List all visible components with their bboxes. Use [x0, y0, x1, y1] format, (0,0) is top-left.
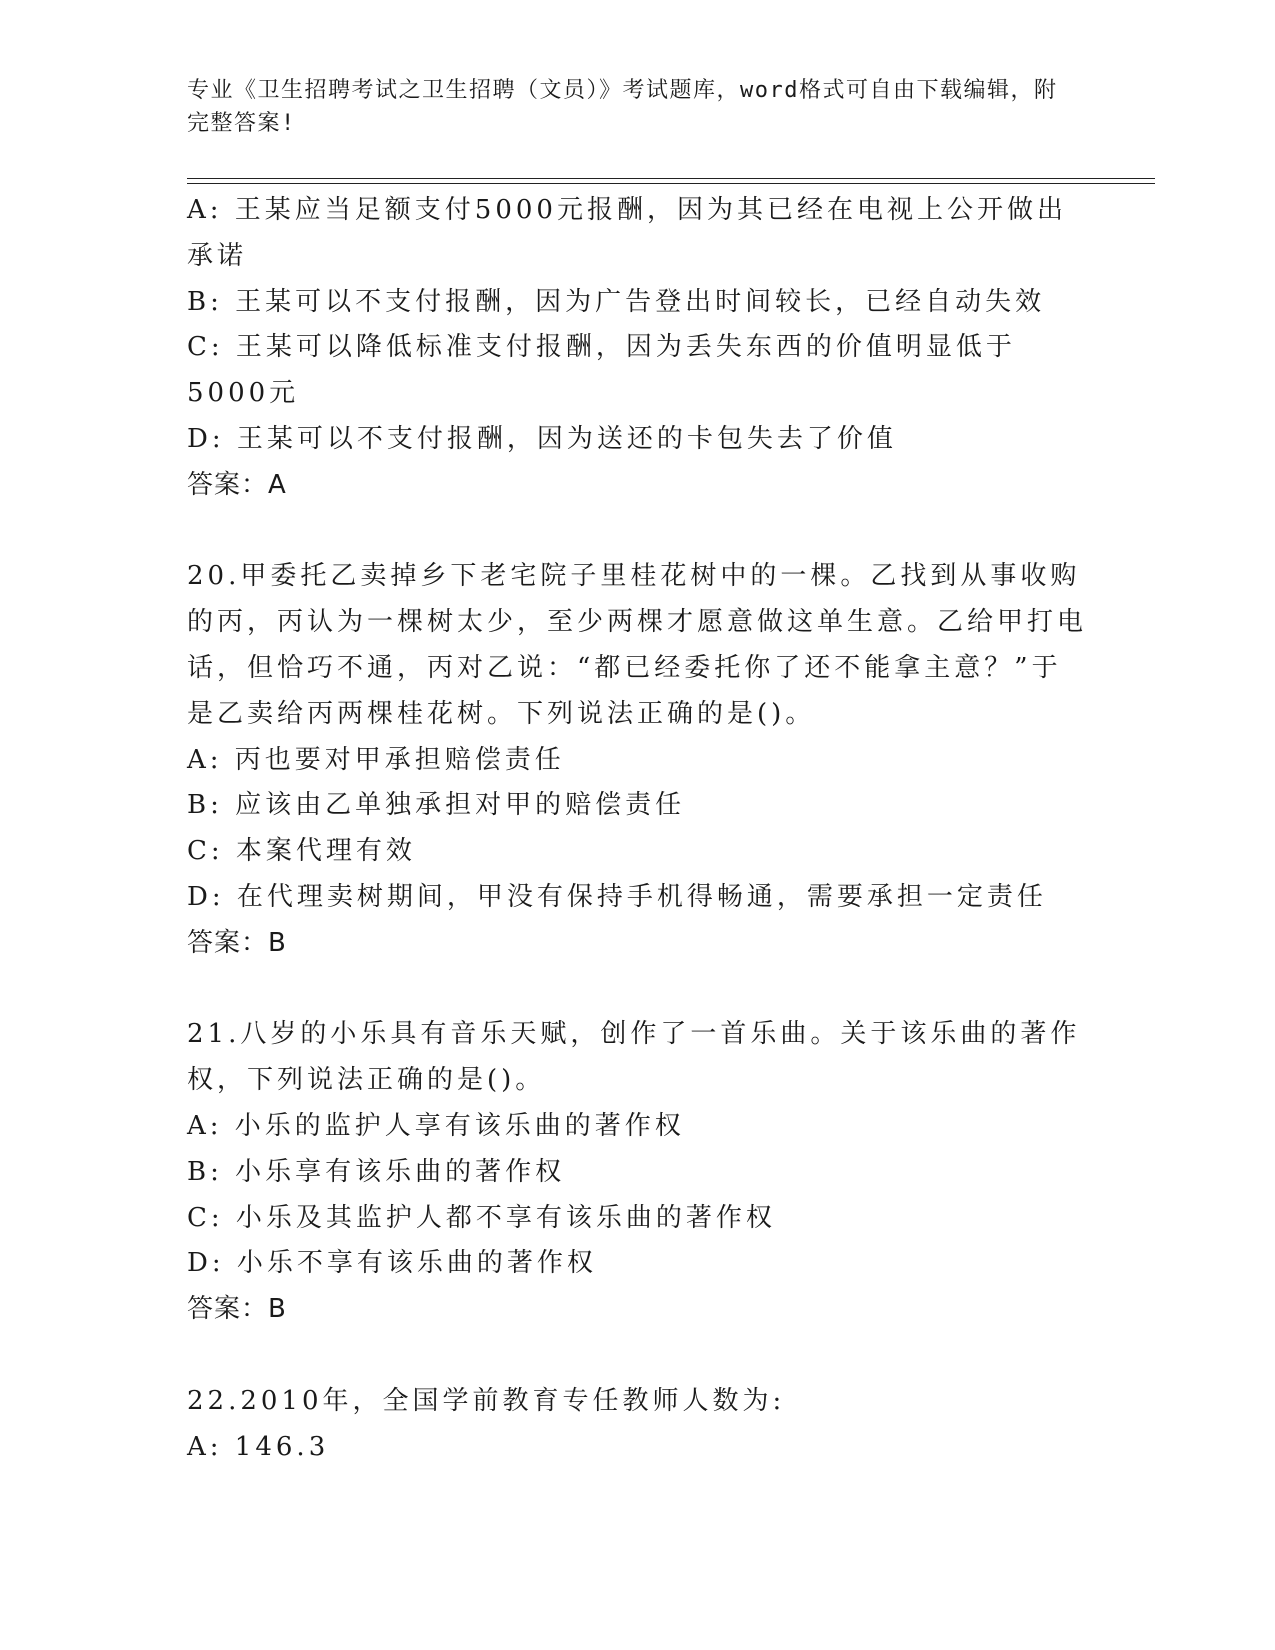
option-a: A: 小乐的监护人享有该乐曲的著作权 — [187, 1110, 685, 1141]
option-a: A: 丙也要对甲承担赔偿责任 — [187, 744, 565, 775]
option-b: B: 王某可以不支付报酬，因为广告登出时间较长，已经自动失效 — [187, 286, 1046, 317]
option-c: C: 小乐及其监护人都不享有该乐曲的著作权 — [187, 1202, 776, 1233]
spacer — [187, 967, 1087, 1013]
spacer — [187, 1333, 1087, 1379]
question-20 — [187, 554, 1087, 966]
question-19 — [187, 188, 1087, 509]
answer: 答案：B — [187, 927, 287, 958]
question-22 — [187, 1379, 1087, 1471]
option-a: A: 146.3 — [187, 1431, 330, 1462]
option-c: C: 王某可以降低标准支付报酬，因为丢失东西的价值明显低于5000元 — [187, 332, 1016, 409]
answer: 答案：B — [187, 1294, 287, 1325]
document-header: 专业《卫生招聘考试之卫生招聘（文员）》考试题库，word格式可自由下载编辑，附完整答案! — [187, 78, 1058, 136]
question-stem: 20.甲委托乙卖掉乡下老宅院子里桂花树中的一棵。乙找到从事收购的丙，丙认为一棵树太少，至少两棵才愿意做这单生意。乙给甲打电话，但恰巧不通，丙对乙说：“都已经委托你了还不能拿主意？”于是乙卖给丙两棵桂花树。下列说法正确的是()。 — [187, 561, 1088, 729]
question-21 — [187, 1012, 1087, 1333]
option-d: D: 在代理卖树期间，甲没有保持手机得畅通，需要承担一定责任 — [187, 881, 1047, 912]
question-stem: 22.2010年，全国学前教育专任教师人数为: — [187, 1385, 786, 1416]
spacer — [187, 509, 1087, 555]
answer: 答案：A — [187, 469, 287, 500]
option-b: B: 应该由乙单独承担对甲的赔偿责任 — [187, 790, 686, 821]
option-d: D: 王某可以不支付报酬，因为送还的卡包失去了价值 — [187, 423, 897, 454]
option-d: D: 小乐不享有该乐曲的著作权 — [187, 1248, 597, 1279]
option-c: C: 本案代理有效 — [187, 836, 416, 867]
header-divider — [187, 178, 1155, 184]
question-stem: 21.八岁的小乐具有音乐天赋，创作了一首乐曲。关于该乐曲的著作权，下列说法正确的是()。 — [187, 1019, 1081, 1096]
option-b: B: 小乐享有该乐曲的著作权 — [187, 1156, 566, 1187]
option-a: A: 王某应当足额支付5000元报酬，因为其已经在电视上公开做出承诺 — [187, 195, 1067, 271]
question-list — [187, 188, 1087, 1470]
